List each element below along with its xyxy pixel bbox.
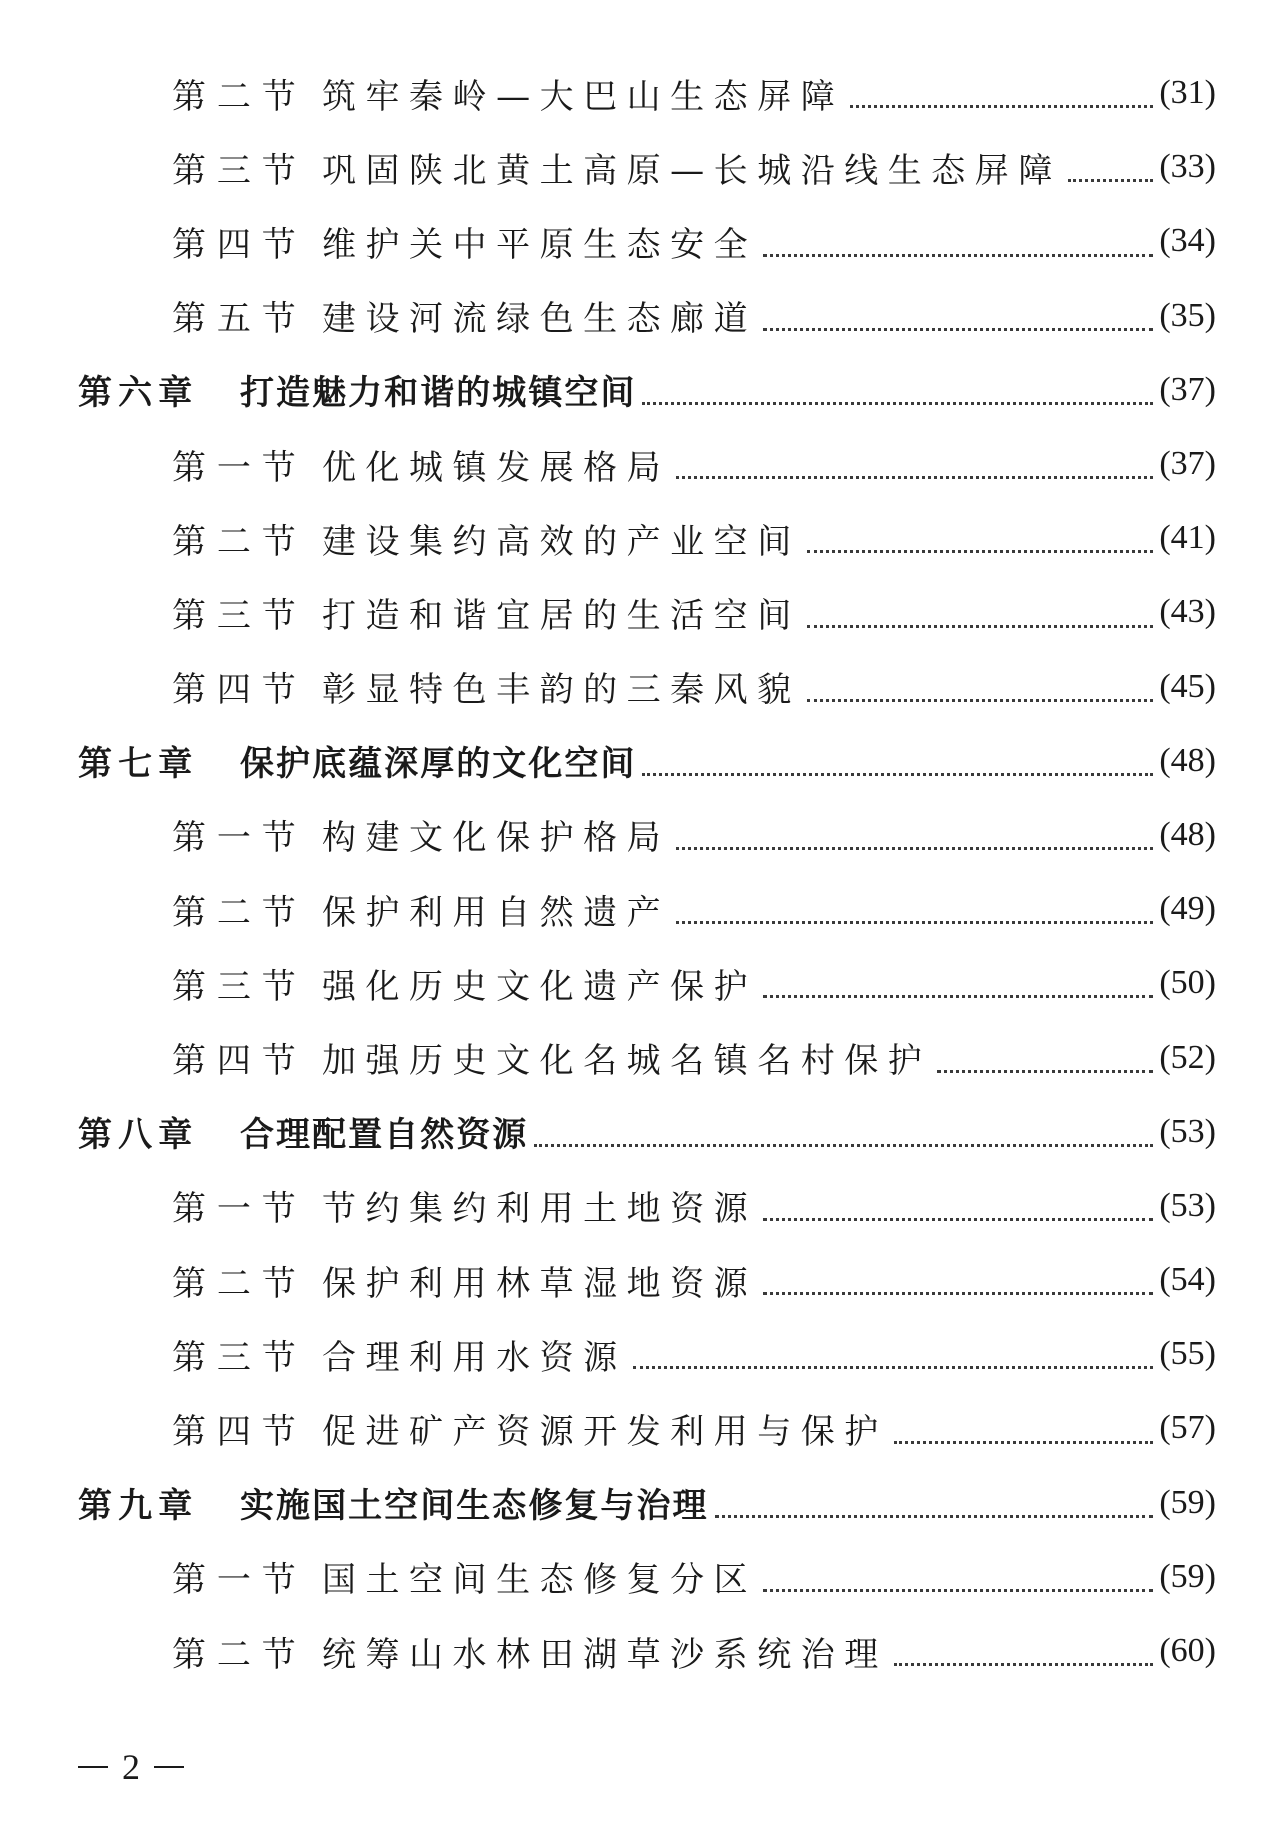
toc-chapter-entry[interactable] xyxy=(0,724,1280,798)
toc-dot-leader xyxy=(633,1366,1154,1369)
toc-chapter-entry[interactable] xyxy=(0,1095,1280,1169)
toc-entry-number: 第三节 xyxy=(172,1337,307,1378)
toc-dot-leader xyxy=(763,1589,1153,1592)
toc-section-entry[interactable] xyxy=(0,1169,1280,1243)
toc-entry-page: (55) xyxy=(1159,1335,1216,1373)
toc-entry-title: 合理配置自然资源 xyxy=(240,1115,529,1156)
toc-section-entry[interactable] xyxy=(0,1391,1280,1465)
toc-entry-title: 巩固陕北黄土高原—长城沿线生态屏障 xyxy=(322,150,1062,191)
toc-entry-page: (52) xyxy=(1159,1038,1216,1076)
toc-entry-title: 合理利用水资源 xyxy=(322,1337,627,1378)
toc-entry-page: (41) xyxy=(1159,519,1216,557)
toc-entry-number: 第五节 xyxy=(172,299,307,340)
toc-entry-title: 促进矿产资源开发利用与保护 xyxy=(322,1411,888,1452)
toc-entry-page: (43) xyxy=(1159,593,1216,631)
page-footer xyxy=(78,1746,184,1788)
toc-entry-page: (34) xyxy=(1159,222,1216,260)
toc-section-entry[interactable] xyxy=(0,204,1280,278)
toc-entry-title: 保护利用林草湿地资源 xyxy=(322,1263,758,1304)
toc-entry-title: 彰显特色丰韵的三秦风貌 xyxy=(322,670,801,711)
toc-dot-leader xyxy=(807,699,1154,702)
toc-dot-leader xyxy=(807,550,1154,553)
toc-dot-leader xyxy=(894,1663,1154,1666)
toc-entry-page: (45) xyxy=(1159,667,1216,705)
toc-entry-page: (54) xyxy=(1159,1261,1216,1299)
toc-chapter-entry[interactable] xyxy=(0,353,1280,427)
toc-entry-page: (37) xyxy=(1159,445,1216,483)
toc-section-entry[interactable] xyxy=(0,946,1280,1020)
toc-entry-title: 强化历史文化遗产保护 xyxy=(322,966,758,1007)
toc-chapter-entry[interactable] xyxy=(0,1466,1280,1540)
toc-dot-leader xyxy=(676,847,1153,850)
toc-entry-page: (37) xyxy=(1159,370,1216,408)
toc-entry-title: 加强历史文化名城名镇名村保护 xyxy=(322,1041,932,1082)
toc-entry-title: 国土空间生态修复分区 xyxy=(322,1560,758,1601)
toc-entry-number: 第七章 xyxy=(78,744,199,785)
toc-section-entry[interactable] xyxy=(0,1317,1280,1391)
toc-dot-leader xyxy=(763,1218,1153,1221)
toc-entry-title: 建设河流绿色生态廊道 xyxy=(322,299,758,340)
toc-entry-page: (53) xyxy=(1159,1112,1216,1150)
toc-dot-leader xyxy=(715,1515,1154,1518)
toc-entry-number: 第一节 xyxy=(172,447,307,488)
toc-dot-leader xyxy=(763,328,1153,331)
toc-entry-page: (57) xyxy=(1159,1409,1216,1447)
toc-entry-title: 打造和谐宜居的生活空间 xyxy=(322,595,801,636)
toc-section-entry[interactable] xyxy=(0,872,1280,946)
toc-entry-page: (48) xyxy=(1159,741,1216,779)
toc-entry-number: 第八章 xyxy=(78,1115,199,1156)
toc-section-entry[interactable] xyxy=(0,279,1280,353)
toc-entry-title: 节约集约利用土地资源 xyxy=(322,1189,758,1230)
toc-entry-number: 第三节 xyxy=(172,595,307,636)
toc-entry-number: 第二节 xyxy=(172,1634,307,1675)
toc-dot-leader xyxy=(763,254,1153,257)
toc-dot-leader xyxy=(534,1144,1153,1147)
toc-entry-number: 第三节 xyxy=(172,150,307,191)
toc-entry-title: 建设集约高效的产业空间 xyxy=(322,521,801,562)
toc-entry-number: 第一节 xyxy=(172,818,307,859)
footer-dash-left xyxy=(78,1766,108,1768)
toc-dot-leader xyxy=(642,773,1153,776)
toc-section-entry[interactable] xyxy=(0,427,1280,501)
toc-entry-page: (48) xyxy=(1159,815,1216,853)
toc-dot-leader xyxy=(1068,179,1154,182)
toc-dot-leader xyxy=(763,1292,1153,1295)
toc-entry-number: 第三节 xyxy=(172,966,307,1007)
toc-entry-page: (50) xyxy=(1159,964,1216,1002)
toc-entry-title: 维护关中平原生态安全 xyxy=(322,224,758,265)
toc-section-entry[interactable] xyxy=(0,56,1280,130)
toc-entry-title: 实施国土空间生态修复与治理 xyxy=(240,1486,709,1527)
toc-entry-title: 筑牢秦岭—大巴山生态屏障 xyxy=(322,76,845,117)
toc-entry-page: (31) xyxy=(1159,74,1216,112)
toc-section-entry[interactable] xyxy=(0,1020,1280,1094)
toc-entry-page: (59) xyxy=(1159,1557,1216,1595)
toc-section-entry[interactable] xyxy=(0,130,1280,204)
toc-section-entry[interactable] xyxy=(0,1614,1280,1688)
toc-entry-page: (53) xyxy=(1159,1186,1216,1224)
toc-entry-number: 第六章 xyxy=(78,373,199,414)
toc-dot-leader xyxy=(937,1070,1153,1073)
toc-entry-number: 第四节 xyxy=(172,670,307,711)
toc-section-entry[interactable] xyxy=(0,798,1280,872)
toc-dot-leader xyxy=(676,476,1153,479)
toc-entry-number: 第二节 xyxy=(172,892,307,933)
toc-entry-page: (49) xyxy=(1159,890,1216,928)
toc-dot-leader xyxy=(763,995,1153,998)
toc-entry-page: (60) xyxy=(1159,1632,1216,1670)
toc-entry-number: 第二节 xyxy=(172,76,307,117)
toc-entry-title: 统筹山水林田湖草沙系统治理 xyxy=(322,1634,888,1675)
toc-dot-leader xyxy=(807,625,1154,628)
toc-section-entry[interactable] xyxy=(0,501,1280,575)
toc-entry-number: 第四节 xyxy=(172,1041,307,1082)
footer-dash-right xyxy=(154,1766,184,1768)
toc-dot-leader xyxy=(676,921,1153,924)
toc-section-entry[interactable] xyxy=(0,575,1280,649)
footer-page-number: 2 xyxy=(122,1747,140,1787)
toc-entry-page: (35) xyxy=(1159,296,1216,334)
toc-dot-leader xyxy=(894,1441,1154,1444)
toc-entry-number: 第二节 xyxy=(172,1263,307,1304)
toc-entry-title: 构建文化保护格局 xyxy=(322,818,671,859)
toc-entry-number: 第四节 xyxy=(172,1411,307,1452)
toc-entry-title: 保护利用自然遗产 xyxy=(322,892,671,933)
toc-section-entry[interactable] xyxy=(0,1540,1280,1614)
toc-entry-number: 第一节 xyxy=(172,1560,307,1601)
toc-entry-number: 第九章 xyxy=(78,1486,199,1527)
toc-entry-title: 保护底蕴深厚的文化空间 xyxy=(240,744,637,785)
toc-entry-number: 第四节 xyxy=(172,224,307,265)
toc-entry-page: (59) xyxy=(1159,1483,1216,1521)
toc-entry-number: 第一节 xyxy=(172,1189,307,1230)
toc-section-entry[interactable] xyxy=(0,650,1280,724)
toc-entry-page: (33) xyxy=(1159,148,1216,186)
toc-section-entry[interactable] xyxy=(0,1243,1280,1317)
toc-dot-leader xyxy=(850,105,1153,108)
toc-entry-title: 打造魅力和谐的城镇空间 xyxy=(240,373,637,414)
table-of-contents xyxy=(0,56,1280,1688)
toc-dot-leader xyxy=(642,402,1153,405)
toc-entry-title: 优化城镇发展格局 xyxy=(322,447,671,488)
toc-entry-number: 第二节 xyxy=(172,521,307,562)
